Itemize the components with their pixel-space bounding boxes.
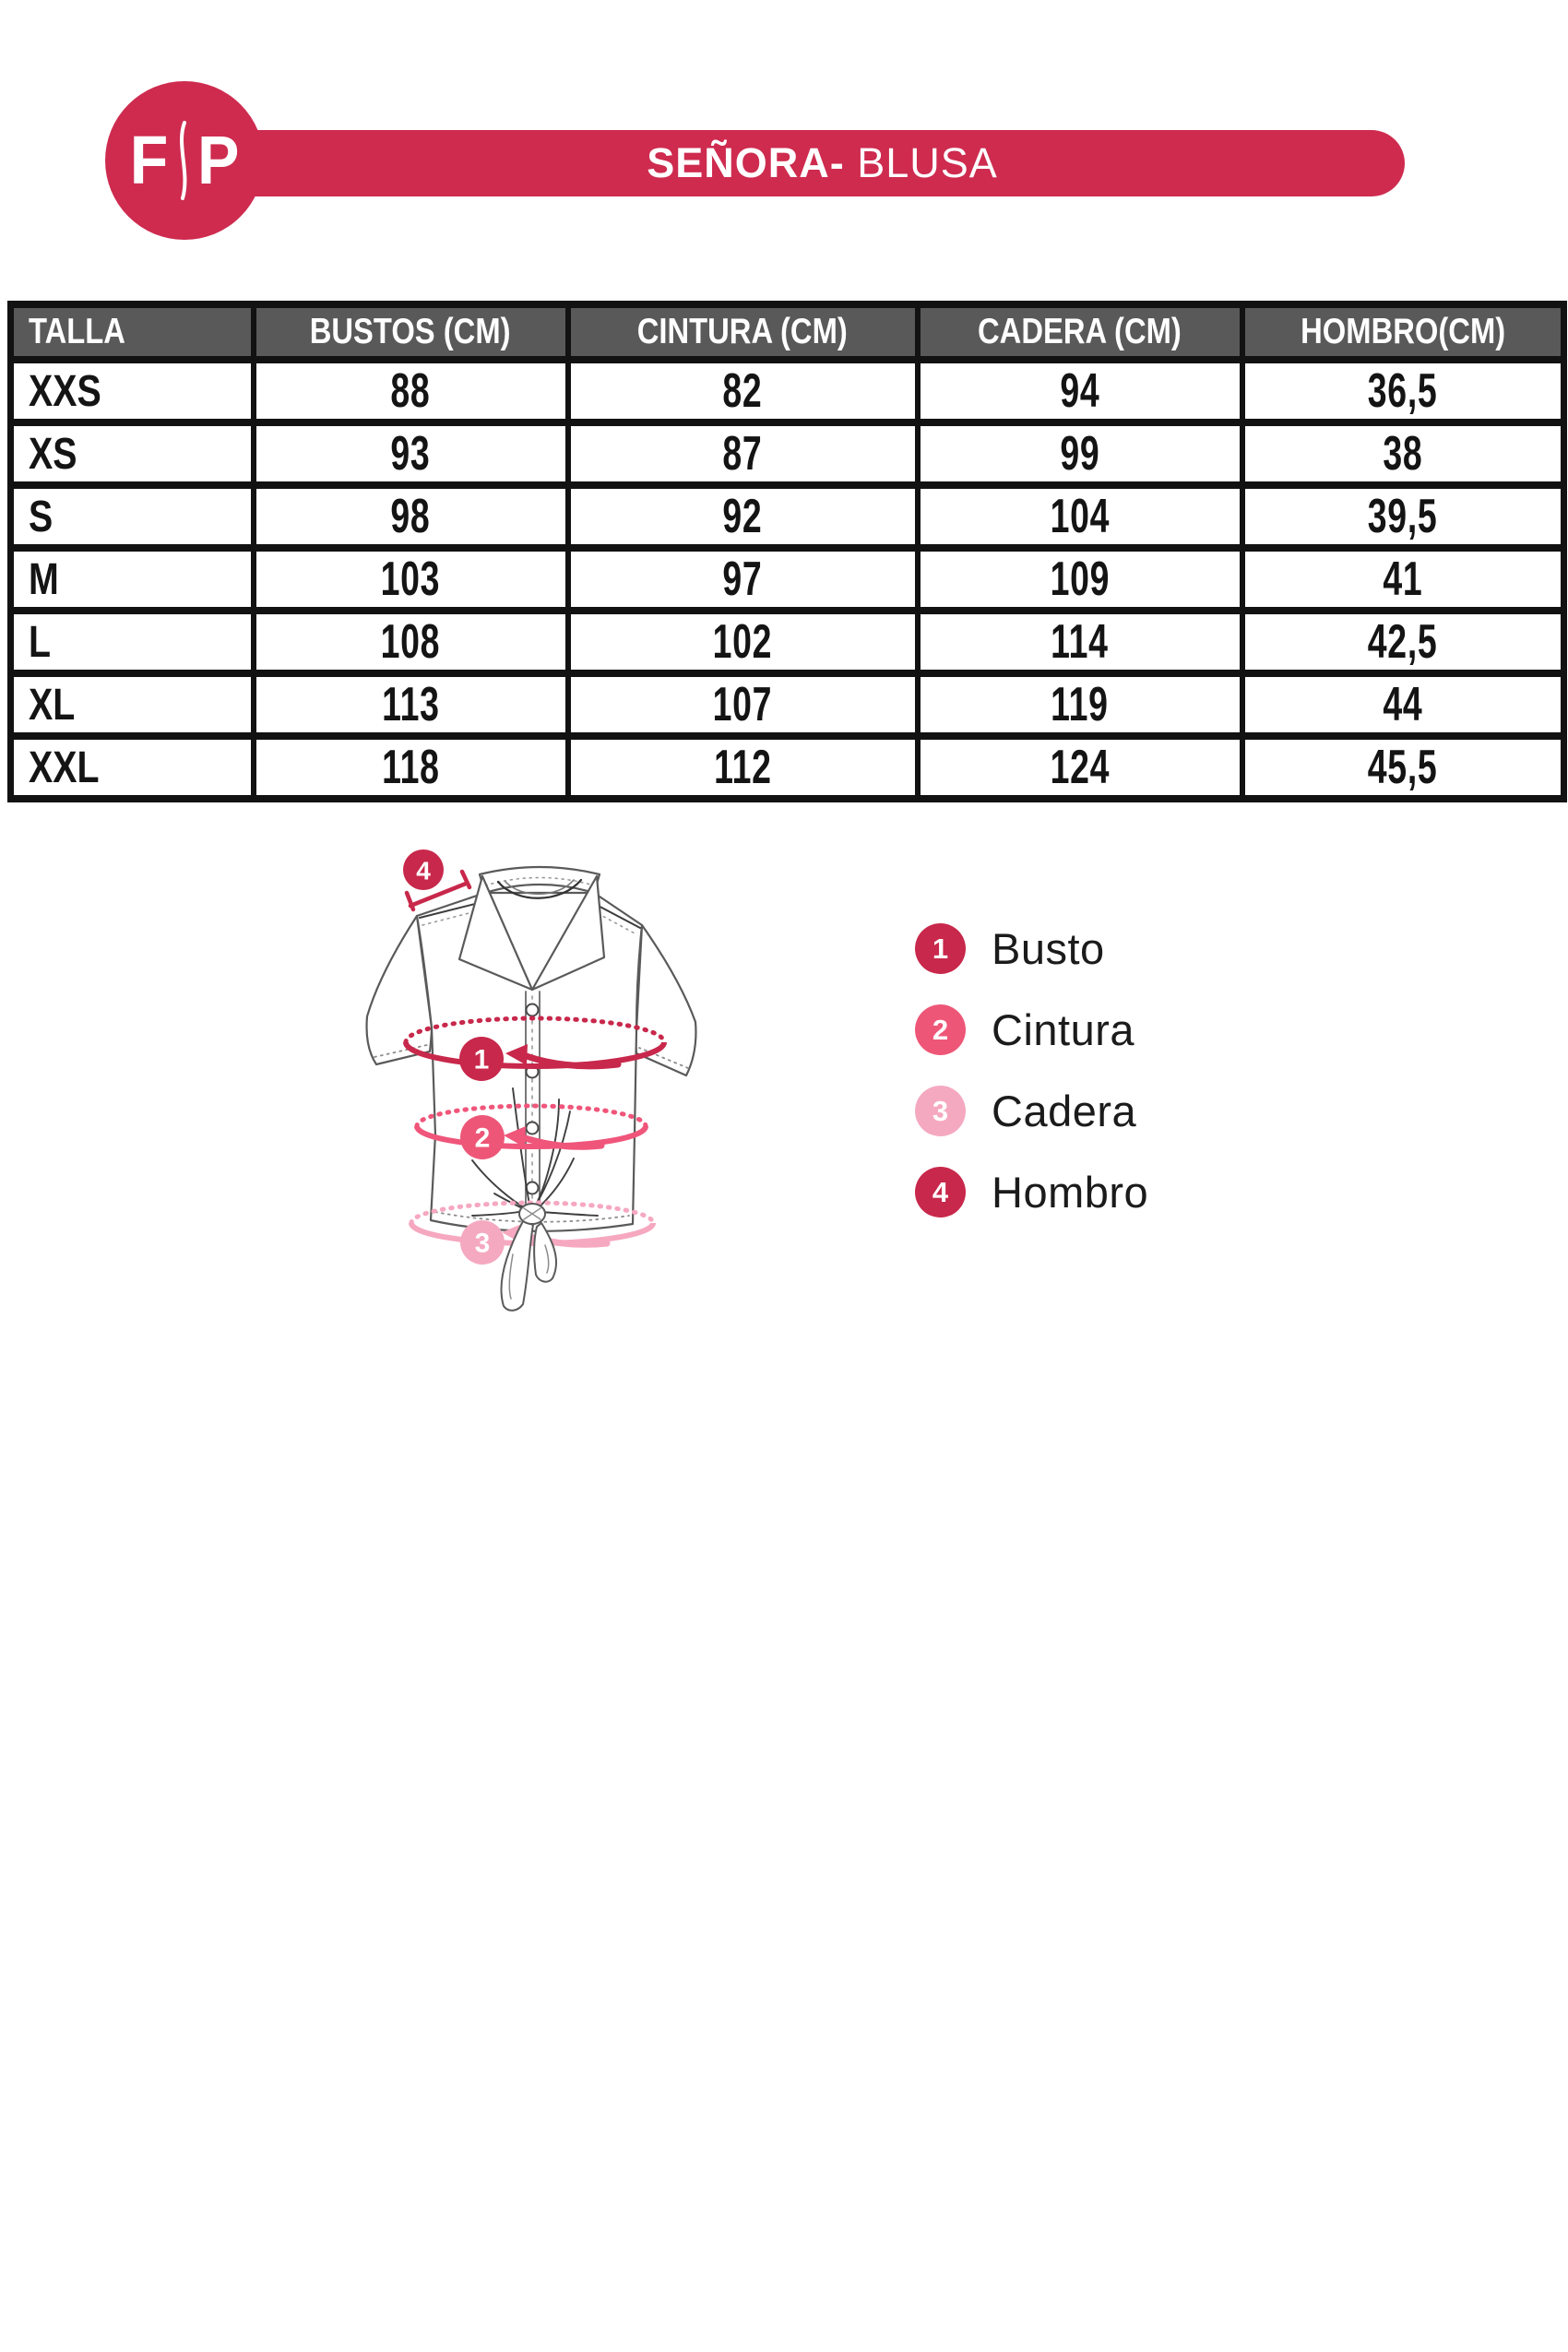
value-cell: 94 bbox=[918, 360, 1242, 422]
diagram-marker-bust bbox=[459, 1037, 504, 1081]
value-cell: 41 bbox=[1242, 548, 1564, 611]
diagram-marker-hip-number: 3 bbox=[474, 1228, 491, 1259]
column-header-bustos: BUSTOS (CM) bbox=[254, 304, 568, 360]
value-cell: 107 bbox=[568, 673, 918, 736]
value-cell: 97 bbox=[568, 548, 918, 611]
legend-badge-2: 2 bbox=[915, 1004, 966, 1055]
size-cell: XL bbox=[11, 673, 254, 736]
banner-title-regular: BLUSA bbox=[844, 139, 998, 186]
value-cell: 102 bbox=[568, 611, 918, 673]
table-row bbox=[11, 485, 1564, 548]
brand-logo bbox=[105, 81, 264, 240]
value-cell: 99 bbox=[918, 422, 1242, 485]
size-cell: M bbox=[11, 548, 254, 611]
column-header-cadera: CADERA (CM) bbox=[918, 304, 1242, 360]
table-row bbox=[11, 736, 1564, 799]
logo-letter-f: F bbox=[129, 122, 169, 198]
legend-item-cadera bbox=[915, 1086, 1148, 1136]
value-cell: 108 bbox=[254, 611, 568, 673]
blouse-measurement-diagram bbox=[332, 821, 904, 1347]
value-cell: 82 bbox=[568, 360, 918, 422]
size-cell: S bbox=[11, 485, 254, 548]
header-banner bbox=[189, 130, 1405, 196]
size-cell: L bbox=[11, 611, 254, 673]
value-cell: 113 bbox=[254, 673, 568, 736]
value-cell: 98 bbox=[254, 485, 568, 548]
table-row bbox=[11, 673, 1564, 736]
legend-label-busto: Busto bbox=[992, 924, 1105, 973]
legend-badge-1: 1 bbox=[915, 923, 966, 974]
diagram-marker-hip bbox=[460, 1220, 505, 1265]
value-cell: 36,5 bbox=[1242, 360, 1564, 422]
value-cell: 45,5 bbox=[1242, 736, 1564, 799]
size-chart-table bbox=[7, 301, 1567, 802]
value-cell: 39,5 bbox=[1242, 485, 1564, 548]
legend-label-cadera: Cadera bbox=[992, 1087, 1137, 1135]
diagram-marker-waist bbox=[460, 1115, 505, 1159]
legend-item-hombro bbox=[915, 1167, 1148, 1218]
legend-badge-3: 3 bbox=[915, 1086, 966, 1136]
brand-logo-monogram bbox=[128, 121, 242, 200]
table-row bbox=[11, 611, 1564, 673]
diagram-marker-shoulder-number: 4 bbox=[416, 856, 431, 885]
table-header-row bbox=[11, 304, 1564, 360]
value-cell: 42,5 bbox=[1242, 611, 1564, 673]
value-cell: 114 bbox=[918, 611, 1242, 673]
size-cell: XS bbox=[11, 422, 254, 485]
column-header-cintura: CINTURA (CM) bbox=[568, 304, 918, 360]
value-cell: 109 bbox=[918, 548, 1242, 611]
value-cell: 92 bbox=[568, 485, 918, 548]
column-header-hombro: HOMBRO(CM) bbox=[1242, 304, 1564, 360]
diagram-marker-bust-number: 1 bbox=[473, 1044, 490, 1075]
measurement-legend bbox=[915, 923, 1148, 1248]
table-row bbox=[11, 422, 1564, 485]
value-cell: 93 bbox=[254, 422, 568, 485]
value-cell: 124 bbox=[918, 736, 1242, 799]
value-cell: 103 bbox=[254, 548, 568, 611]
diagram-marker-shoulder bbox=[403, 849, 444, 890]
value-cell: 104 bbox=[918, 485, 1242, 548]
legend-label-cintura: Cintura bbox=[992, 1005, 1135, 1054]
diagram-marker-waist-number: 2 bbox=[474, 1123, 491, 1154]
logo-letter-p: P bbox=[196, 122, 240, 198]
value-cell: 118 bbox=[254, 736, 568, 799]
size-cell: XXS bbox=[11, 360, 254, 422]
legend-badge-4: 4 bbox=[915, 1167, 966, 1218]
column-header-talla: TALLA bbox=[11, 304, 254, 360]
value-cell: 87 bbox=[568, 422, 918, 485]
legend-label-hombro: Hombro bbox=[992, 1168, 1149, 1217]
table-row bbox=[11, 360, 1564, 422]
value-cell: 88 bbox=[254, 360, 568, 422]
size-cell: XXL bbox=[11, 736, 254, 799]
value-cell: 38 bbox=[1242, 422, 1564, 485]
value-cell: 119 bbox=[918, 673, 1242, 736]
table-row bbox=[11, 548, 1564, 611]
logo-swirl-icon bbox=[175, 121, 190, 200]
banner-title bbox=[647, 139, 998, 187]
value-cell: 112 bbox=[568, 736, 918, 799]
legend-item-busto bbox=[915, 923, 1148, 974]
value-cell: 44 bbox=[1242, 673, 1564, 736]
legend-item-cintura bbox=[915, 1004, 1148, 1055]
banner-title-bold: SEÑORA- bbox=[647, 139, 845, 186]
